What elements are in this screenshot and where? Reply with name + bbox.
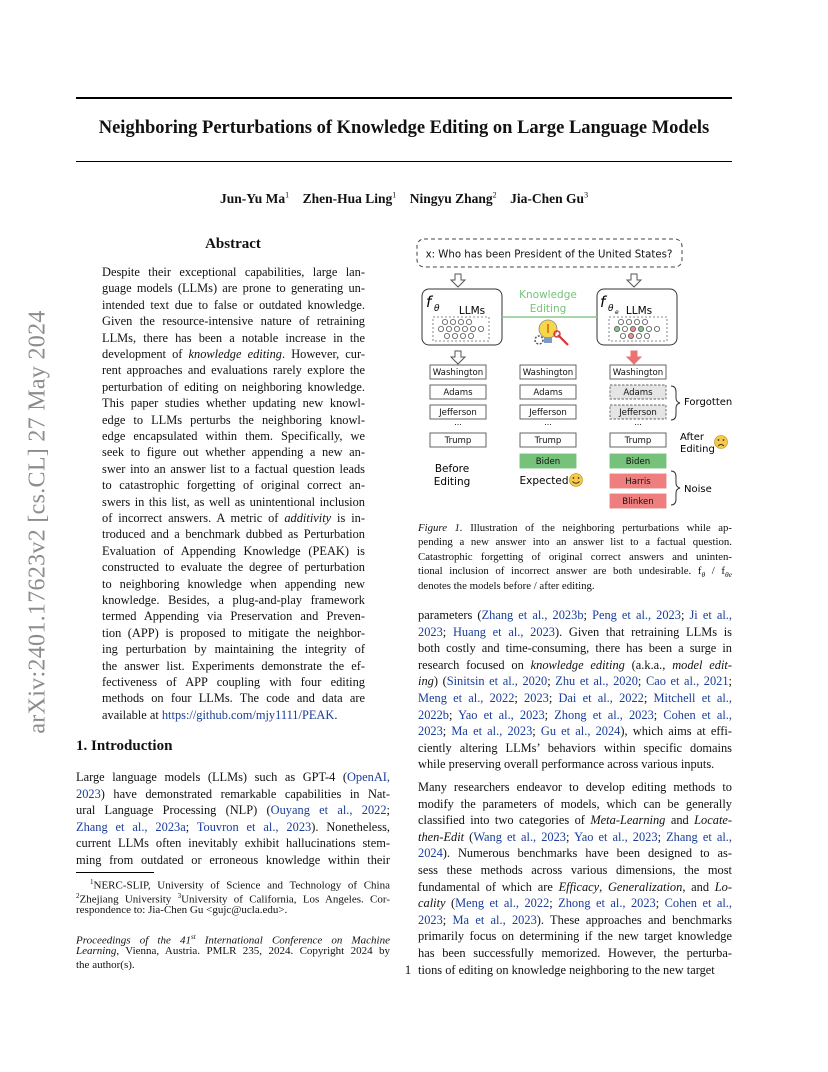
paragraph-line [418, 607, 732, 624]
abstract-line [102, 641, 365, 657]
text-run: , and [682, 879, 715, 894]
text-run: Locate- [694, 813, 733, 828]
citation-link[interactable]: OpenAI, [346, 770, 390, 784]
paragraph-line [418, 657, 732, 674]
text-run: ; [442, 912, 453, 927]
text-run: ( [445, 896, 456, 911]
citation-link[interactable]: Meng et al., 2022 [455, 896, 550, 911]
text-run: ) have demonstrated remarkable capabilities in Nat- [100, 786, 390, 801]
text-run: ; [566, 829, 575, 844]
caption-line [418, 535, 732, 549]
intro-line [76, 819, 390, 836]
text-run: has been successfully memorized. However, the perturba- [418, 946, 732, 960]
arrow-down-icon [451, 351, 465, 364]
text-run: ; [442, 624, 453, 639]
text-run: ; [544, 707, 555, 722]
arxiv-sidebar [18, 282, 58, 762]
citation-link[interactable]: 2024 [418, 846, 443, 861]
math-subscript: θ [701, 570, 706, 580]
model-symbol-before: f [426, 293, 432, 311]
text-run: rent approaches and evaluations rarely explore the [102, 363, 365, 378]
text-run: parameters ( [418, 608, 482, 622]
citation-link[interactable]: Mitchell et al., [653, 691, 732, 705]
citation-link[interactable]: Zhong et al., 2023 [558, 896, 656, 911]
text-run: edge encapsulated within them. Specifically, we [102, 429, 365, 443]
knowledge-editing-label: Knowledge [519, 289, 577, 301]
text-run: ciently altering LLMs’ behaviors within specific domains [418, 740, 732, 755]
text-run: ; [637, 674, 646, 689]
answer-text: Washington [432, 368, 484, 379]
paragraph-line [418, 928, 732, 945]
author: Jun-Yu Ma$^1$ [219, 190, 290, 206]
abstract-line [102, 280, 365, 296]
abstract-line [102, 395, 365, 411]
abstract-line [102, 379, 365, 395]
author-list [76, 190, 732, 207]
arrow-down-icon [627, 351, 641, 364]
gear-icon [535, 336, 543, 344]
after-editing-label: Editing [680, 444, 715, 455]
text-run: ; [442, 724, 452, 739]
abstract-line [102, 477, 365, 493]
text-run: ). Given that retraining LLMs is [554, 624, 733, 639]
section-heading: 1. Introduction [76, 738, 173, 754]
paper-title: Neighboring Perturbations of Knowledge Editing on Large Language Models [98, 118, 710, 138]
text-run: modify the parameters of models, which can be generally [418, 796, 732, 811]
text-run: ), which aims at effi- [620, 724, 732, 739]
text-run: Lo- [714, 879, 732, 894]
text-run: ural Language Processing (NLP) ( [76, 803, 271, 818]
abstract-line: available at https://github.com/mjy1111/PEAK. [102, 707, 338, 722]
abstract-line [102, 559, 365, 575]
llm-label: LLMs [625, 305, 653, 317]
abstract-heading: Abstract [205, 236, 261, 252]
citation-link[interactable]: Zhu et al., 2020 [555, 674, 638, 689]
after-editing-label: After [680, 432, 705, 443]
citation-link[interactable]: Huang et al., 2023 [452, 624, 555, 639]
caption-line [418, 550, 732, 564]
expected-label: Expected [519, 475, 569, 487]
text-run: perturbation of editing on neighboring knowledge. [102, 379, 365, 394]
answer-text: Trump [534, 436, 562, 447]
happy-face-icon [570, 474, 583, 487]
text-run: ; [514, 691, 525, 705]
paragraph-line [418, 912, 732, 929]
paragraph-line [418, 740, 732, 757]
text-run: ; [680, 608, 690, 622]
citation-link[interactable]: Zhang et al., 2023b [481, 608, 584, 622]
text-run: methods on four LLMs. The code and data are [102, 691, 365, 706]
page-number: 1 [404, 962, 412, 977]
neuron-icon [438, 319, 483, 338]
abstract-line [102, 592, 365, 608]
text-run: ; [655, 896, 665, 911]
abstract-line [102, 608, 365, 624]
answer-text: Harris [625, 477, 651, 488]
answer-text: Adams [443, 388, 473, 399]
noise-brace [671, 471, 680, 505]
abstract-line [102, 625, 365, 641]
knowledge-editing-label: Editing [529, 303, 567, 315]
text-run: ming from outdated or erroneous knowledge within their [76, 853, 390, 867]
text-run: ) ( [433, 674, 447, 689]
paragraph-line [418, 879, 732, 896]
text-run: Catastrophic forgetting of original correct answers and uninten- [418, 550, 732, 563]
question-text: x: Who has been President of the United States? [425, 249, 673, 261]
author: Ningyu Zhang$^2$ [409, 190, 497, 206]
figure-1 [414, 234, 734, 516]
paragraph-line [418, 756, 732, 773]
text-run: swer into an answer list to a factual question leads [102, 461, 365, 476]
forgotten-label: Forgotten [684, 397, 733, 408]
text-run: ; [386, 803, 390, 818]
paragraph-line [418, 812, 732, 829]
title-bottom-rule [76, 161, 732, 162]
arrow-down-icon [451, 274, 641, 287]
text-run: fundamental of which are [418, 879, 559, 894]
proceedings-note: Learning, Vienna, Austria. PMLR 235, 2024. Copyright 2024 by [76, 945, 390, 957]
text-run: available at [102, 707, 162, 722]
answer-text: Biden [625, 457, 651, 468]
text-run: cality [418, 896, 446, 911]
text-run: / f [705, 565, 725, 578]
paragraph-line [418, 945, 732, 962]
paragraph-line [418, 845, 732, 862]
paragraph-line [418, 673, 732, 690]
text-run: then-Edit [418, 829, 465, 844]
abstract-line [102, 576, 365, 592]
citation-link[interactable]: Cao et al., 2021 [645, 674, 729, 689]
citation-link[interactable]: Yao et al., 2023 [574, 829, 658, 844]
citation-link[interactable]: Zhang et al., [666, 829, 732, 844]
intro-line [76, 802, 390, 819]
text-run: LLMs, there has been a notable increase in the [102, 330, 365, 345]
paragraph-line [418, 723, 732, 740]
noise-label: Noise [684, 484, 712, 495]
text-run: ; [583, 608, 593, 622]
citation-link[interactable]: Wang et al., 2023 [473, 829, 566, 844]
abstract-line [102, 543, 365, 559]
text-run: ; [548, 691, 559, 705]
text-run: Despite their exceptional capabilities, large lan- [102, 265, 365, 279]
citation-link[interactable]: Touvron et al., 2023 [196, 819, 312, 834]
text-run: the answer list. Experiments demonstrate the ef- [102, 658, 365, 673]
text-run: while preserving overall performance across various inputs. [418, 757, 715, 772]
text-run: troduced and a benchmark dubbed as Perturbation [102, 527, 365, 542]
citation-link[interactable]: 2023 [418, 724, 443, 739]
intro-line [76, 769, 390, 786]
citation-link[interactable]: Ji et al., [689, 608, 732, 622]
text-run: ; [547, 674, 556, 689]
answer-text: Washington [522, 368, 574, 379]
text-run: ; [657, 829, 667, 844]
text-run: ; [549, 896, 559, 911]
text-run: ). Numerous benchmarks have been designed to as- [442, 846, 732, 861]
ellipsis: ... [544, 418, 552, 427]
text-run: of incorrect answers. A metric of additivity is in- [102, 511, 365, 525]
intro-line [76, 835, 390, 852]
text-run: ; [185, 819, 197, 834]
text-run: ; [728, 674, 732, 689]
text-run: intended text due to false or outdated knowledge. [102, 297, 365, 312]
citation-link[interactable]: 2023 [418, 912, 443, 927]
text-run: model edit- [672, 657, 732, 672]
text-run: guage models (LLMs) are prone to generating un- [102, 281, 365, 296]
text-run: knowledge. Besides, a plug-and-play framework [102, 593, 365, 607]
citation-link[interactable]: Ouyang et al., 2022 [270, 803, 387, 818]
text-run: denotes the models before / after editing. [418, 579, 595, 592]
footnote-affiliation: $^1$NERC-SLIP, University of Science and Technology of China [90, 878, 390, 892]
before-editing-label: Editing [433, 476, 471, 488]
text-run: Meta-Learning [590, 813, 666, 828]
text-run: classified into two categories of [418, 813, 591, 828]
text-run: Many researchers endeavor to develop editing methods to [418, 780, 732, 794]
answer-text: Biden [535, 457, 561, 468]
footnote-correspondence: respondence to: Jia-Chen Gu <gujc@ucla.edu>. [76, 904, 288, 916]
answer-list-expected [520, 365, 576, 468]
answer-text: Jefferson [439, 408, 477, 419]
text-run: constructed to evaluate the degree of perturbation [102, 560, 365, 575]
citation-link[interactable]: 2022b [418, 707, 449, 722]
sad-face-icon [715, 436, 728, 449]
text-run: ; [532, 724, 541, 739]
text-run: , [599, 879, 608, 894]
citation-link[interactable]: Peng et al., 2023 [592, 608, 681, 622]
text-run: ). Nonetheless, [311, 819, 391, 834]
text-run: ; [653, 707, 664, 722]
citation-link[interactable]: Zhang et al., 2023a [76, 819, 186, 834]
footnote-divider [76, 872, 154, 873]
abstract-line [102, 444, 365, 460]
answer-text: Blinken [622, 497, 654, 508]
text-run: tions of editing on knowledge neighboring to the new target [418, 962, 715, 977]
answer-list-after [610, 365, 666, 508]
answer-text: Jefferson [529, 408, 567, 419]
answer-list-before [430, 365, 486, 447]
text-run: tion (APP) is proposed to mitigate the neighbor- [102, 625, 365, 640]
text-run: seek to figure out whether appending a new an- [102, 445, 365, 460]
citation-link[interactable]: Dai et al., 2022 [558, 691, 644, 705]
citation-link[interactable]: Yao et al., 2023 [458, 707, 545, 722]
citation-link[interactable]: 2023 [418, 624, 443, 639]
text-run: Efficacy [558, 879, 600, 894]
answer-text: Adams [623, 388, 653, 399]
paragraph-line [418, 862, 732, 879]
text-run: to catastrophic forgetting of original correct an- [102, 478, 365, 493]
citation-link[interactable]: Ma et al., 2023 [451, 724, 533, 739]
text-run: ( [464, 829, 474, 844]
paragraph-line [418, 707, 732, 724]
text-run: sess these methods across various dimensions, the most [418, 863, 732, 877]
text-run: to neighboring knowledge when appending new [102, 576, 365, 591]
model-symbol-subscript: θ [434, 304, 440, 314]
text-run: current LLMs often inevitably exhibit hallucinations stem- [76, 836, 390, 851]
text-run: ). These approaches and benchmarks [536, 912, 732, 927]
text-run: Large language models (LLMs) such as GPT-4 ( [76, 770, 347, 784]
answer-text: Washington [612, 368, 664, 379]
ellipsis: ... [454, 418, 462, 427]
text-run: ; [448, 707, 459, 722]
text-run: ; [643, 691, 654, 705]
proceedings-note: Proceedings of the 41st International Conference on Machine [76, 933, 390, 947]
text-run: (a.k.a., [624, 657, 673, 672]
citation-link[interactable]: 2023 [524, 691, 549, 705]
answer-text: Trump [444, 436, 472, 447]
intro-line [76, 786, 390, 803]
abstract-line [102, 674, 365, 690]
before-editing-label: Before [434, 463, 470, 475]
paragraph-line [418, 624, 732, 641]
citation-link[interactable]: Cohen et al., [664, 896, 732, 911]
text-run: Given the resource-intensive nature of retraining [102, 314, 365, 329]
abstract-line [102, 313, 365, 329]
paragraph-line [418, 895, 732, 912]
abstract-line [102, 330, 365, 346]
abstract-line [102, 346, 365, 362]
model-symbol-subscript: e [615, 309, 619, 316]
top-rule [76, 97, 732, 99]
text-run: Evaluation of Appending Knowledge (PEAK) is [102, 543, 365, 558]
abstract-line [102, 428, 365, 444]
math-subscript: θe [724, 570, 732, 580]
abstract-line [102, 526, 365, 542]
paragraph-line [418, 690, 732, 707]
abstract-line [102, 297, 365, 313]
answer-text: Trump [624, 436, 652, 447]
caption-line [418, 521, 732, 535]
neuron-icon [614, 319, 659, 338]
abstract-line [102, 412, 365, 428]
text-run: termed Appending via Preservation and Preven- [102, 609, 365, 624]
forgotten-brace [671, 386, 680, 420]
text-run: pending a new answer into an answer list to a factual question. [418, 536, 732, 549]
abstract-line [102, 658, 365, 674]
text-run: swers in this list, as well as unintentional inclusion [102, 494, 365, 509]
model-symbol-after: f [600, 293, 606, 311]
citation-link[interactable]: Ma et al., 2023 [452, 912, 537, 927]
citation-link[interactable]: Cohen et al., [663, 707, 732, 722]
text-run: ing [418, 674, 434, 689]
text-run: ing perturbation by maintaining the integrity of [102, 642, 365, 657]
paragraph-line [418, 779, 732, 796]
paragraph-line [418, 796, 732, 813]
footnote-affiliation: $^2$Zhejiang University $^3$University of California, Los Angeles. Cor- [76, 892, 390, 906]
text-run: research focused on [418, 657, 531, 672]
text-run: both costly and time-consuming, there has been a surge in [418, 641, 732, 656]
text-run: knowledge editing [530, 657, 625, 672]
paragraph-line [418, 829, 732, 846]
text-run: and [665, 813, 695, 828]
text-run: development of knowledge editing. However, cur- [102, 347, 366, 361]
llm-label: LLMs [458, 305, 486, 317]
ellipsis: ... [634, 418, 642, 427]
arxiv-identifier: arXiv:2401.17623v2 [cs.CL] 27 May 2024 [24, 310, 51, 734]
text-run: Illustration of the neighboring perturbations while ap- [462, 522, 732, 534]
paragraph-line [418, 640, 732, 657]
abstract-line [102, 510, 365, 526]
text-run: Generalization [607, 879, 683, 894]
abstract-line [102, 690, 365, 706]
citation-link[interactable]: Gu et al., 2024 [540, 724, 621, 739]
model-symbol-subscript: θ [608, 304, 614, 314]
proceedings-note: the author(s). [76, 959, 135, 971]
abstract-line [102, 264, 365, 280]
text-run: fectiveness of APP coupling with four editing [102, 675, 365, 689]
abstract-line [102, 461, 365, 477]
text-run: edge to LLMs perturbs the neighboring knowl- [102, 412, 365, 427]
paragraph-line [418, 962, 732, 979]
github-link[interactable]: https://github.com/mjy1111/PEAK [161, 707, 335, 722]
author: Jia-Chen Gu$^3$ [510, 190, 589, 206]
abstract-line [102, 494, 365, 510]
abstract-line [102, 362, 365, 378]
caption-line [418, 579, 732, 593]
text-run: Figure 1. [418, 522, 463, 534]
citation-link[interactable]: 2023 [76, 786, 101, 801]
answer-text: Adams [533, 388, 563, 399]
intro-line [76, 852, 390, 869]
citation-link[interactable]: Meng et al., 2022 [418, 691, 515, 705]
citation-link[interactable]: Zhong et al., 2023 [554, 707, 654, 722]
citation-link[interactable]: Sinitsin et al., 2020 [446, 674, 548, 689]
author: Zhen-Hua Ling$^1$ [302, 190, 397, 206]
text-run: tional inclusion of incorrect answer are both undesirable. f [418, 565, 702, 578]
answer-text: Jefferson [619, 408, 657, 419]
text-run: primarily focus on determining if the new target knowledge [418, 929, 732, 944]
text-run: This paper studies whether updating new knowl- [102, 396, 365, 411]
